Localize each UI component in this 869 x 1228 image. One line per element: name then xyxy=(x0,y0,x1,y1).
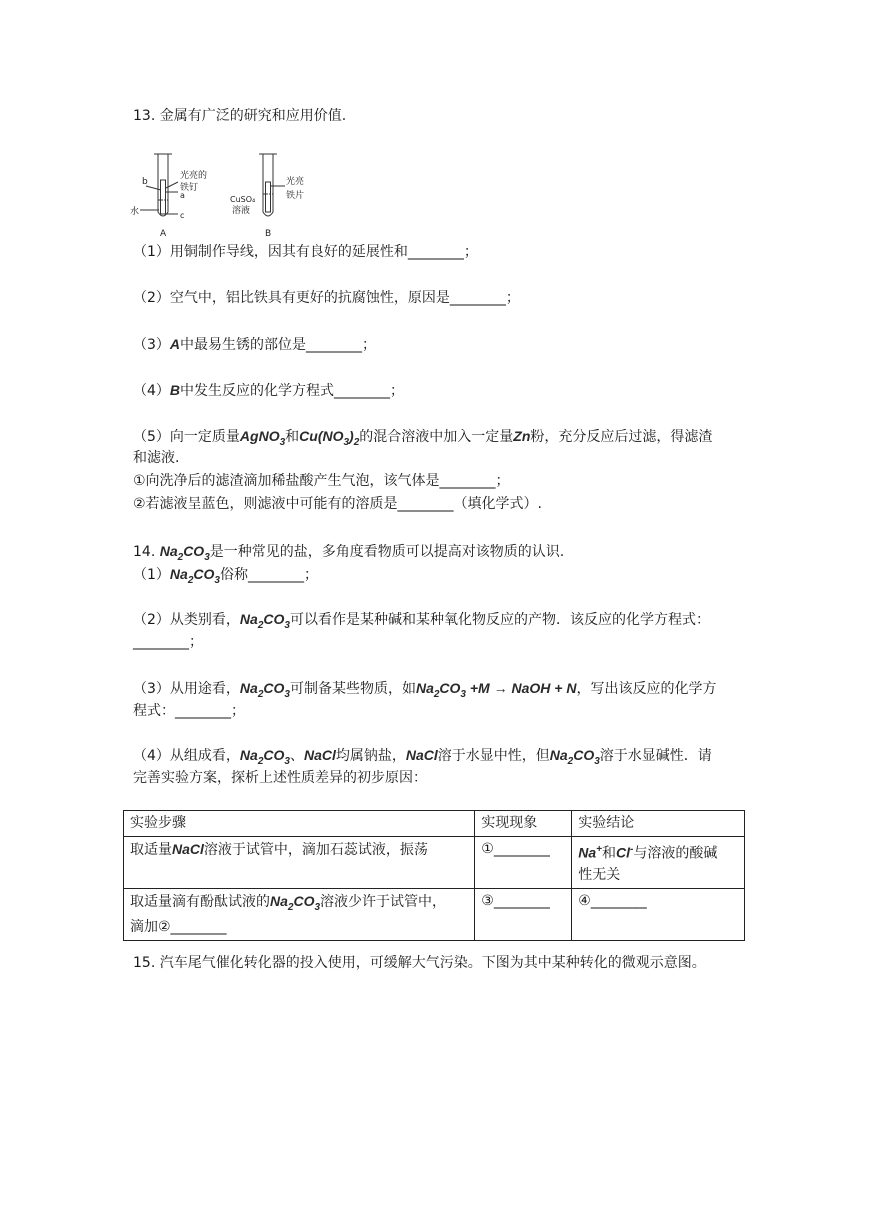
row2-phenomenon: ③________ xyxy=(475,888,572,941)
test-tube-figure xyxy=(130,150,305,240)
row1-conclusion: Na+和Cl-与溶液的酸碱 性无关 xyxy=(572,837,745,889)
q13-part3: （3）A中最易生锈的部位是________； xyxy=(133,336,377,353)
table-row xyxy=(124,837,745,889)
q14-part3: （3）从用途看，$Na_2CO_3$可制备某些物质，如$Na_2CO_3 +M$ → NaOH + N，写出该反应的化学方 xyxy=(133,680,717,700)
label-water: 水 xyxy=(130,207,140,217)
q14-title: 14. $Na_2CO_3$是一种常见的盐，多角度看物质可以提高对该物质的认识. xyxy=(133,543,565,563)
header-conclusion: 实验结论 xyxy=(572,811,745,837)
header-steps: 实验步骤 xyxy=(124,811,475,837)
q13-part5: （5）向一定质量AgNO$_3$和$Cu(NO_3)_2$的混合溶液中加入一定量Zn粉，充分反应后过滤，得滤渣 xyxy=(133,428,713,448)
q13-part4: （4）B中发生反应的化学方程式________； xyxy=(133,382,405,399)
row2-conclusion: ④________ xyxy=(572,888,745,941)
label-cuso4: CuSO₄ xyxy=(230,195,256,204)
label-a: a xyxy=(180,191,185,200)
label-bright: 光亮 xyxy=(286,177,305,187)
label-b: b xyxy=(142,177,148,187)
q14-part2: （2）从类别看，$Na_2CO_3$可以看作是某种碱和某种氧化物反应的产物．该反应的化学方程式： xyxy=(133,611,710,631)
experiment-table xyxy=(123,810,745,941)
q14-part1: $(1)Na_2CO_3$俗称________； xyxy=(133,566,318,586)
row2-step: 取适量滴有酚酞试液的$Na_2CO_3$溶液少许于试管中， 滴加②________ xyxy=(124,888,475,941)
label-solution: 溶液 xyxy=(232,206,251,216)
q14-part2-cont: ________； xyxy=(133,634,203,650)
label-c: c xyxy=(180,211,185,220)
tube-b-diagram xyxy=(259,154,285,216)
header-phenomenon: 实现现象 xyxy=(475,811,572,837)
q13-title: 13. 金属有广泛的研究和应用价值. xyxy=(133,108,347,124)
q15-title: 15. 汽车尾气催化转化器的投入使用，可缓解大气污染。下图为其中某种转化的微观示意图。 xyxy=(133,955,706,971)
q13-part5-cont: 和滤液. xyxy=(133,450,180,466)
q14-part4: （4）从组成看，$Na_2CO_3$、NaCl均属钠盐，NaCl溶于水显中性，但$Na_2CO_3$溶于水显碱性．请 xyxy=(133,747,712,767)
q13-part2: （2）空气中，铝比铁具有更好的抗腐蚀性，原因是________； xyxy=(133,290,520,306)
q14-part4-cont: 完善实验方案，探析上述性质差异的初步原因： xyxy=(133,770,427,786)
label-nail: 铁钉 xyxy=(180,183,199,193)
q14-part3-cont: 程式：________； xyxy=(133,703,245,719)
table-row xyxy=(124,888,745,941)
q13-part1: （1）用铜制作导线，因其有良好的延展性和________； xyxy=(133,244,478,260)
q13-part5-i: ①向洗净后的滤渣滴加稀盐酸产生气泡，该气体是________； xyxy=(133,473,510,489)
row1-step: 取适量NaCl溶液于试管中，滴加石蕊试液，振荡 xyxy=(124,837,475,889)
q13-part5-ii: ②若滤液呈蓝色，则滤液中可能有的溶质是________（填化学式）. xyxy=(133,496,542,512)
caption-a: A xyxy=(160,229,167,239)
label-shiny: 光亮的 xyxy=(180,171,208,181)
table-header-row xyxy=(124,811,745,837)
row1-phenomenon: ①________ xyxy=(475,837,572,889)
caption-b: B xyxy=(265,229,272,239)
label-iron-sheet: 铁片 xyxy=(286,191,305,201)
